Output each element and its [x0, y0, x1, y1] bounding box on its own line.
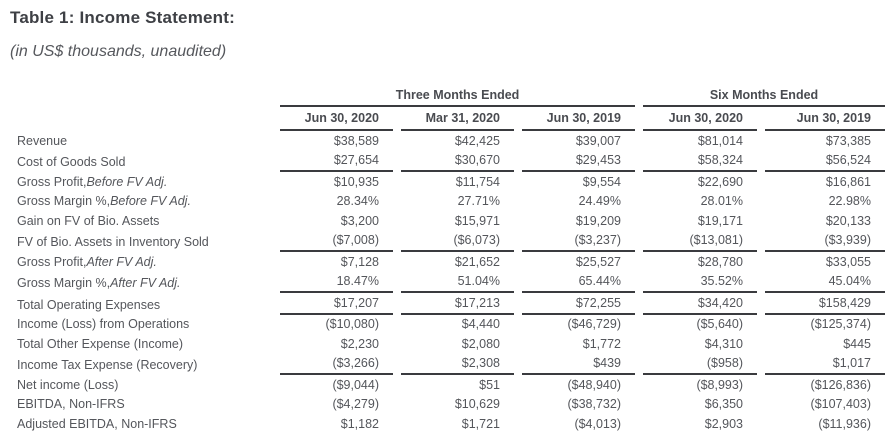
income-table [10, 88, 892, 434]
cell-value: ($5,640) [696, 317, 743, 332]
cell-value: 27.71% [457, 194, 500, 209]
cell-value: $19,209 [575, 213, 621, 228]
cell-value: $38,589 [333, 133, 379, 148]
cell-value: $10,629 [454, 397, 500, 412]
cell-value: ($10,080) [325, 317, 379, 332]
cell-value: $15,971 [454, 213, 500, 228]
cell-value: $25,527 [575, 254, 621, 269]
row-label-text: Net income (Loss) [17, 377, 119, 392]
cell-value: $17,207 [280, 293, 393, 315]
cell-value: ($3,237) [522, 231, 635, 253]
row-label [10, 414, 272, 434]
row-label-text: Adjusted EBITDA, Non-IFRS [17, 416, 177, 431]
cell-value: $30,670 [401, 151, 514, 173]
cell-value: $4,440 [461, 317, 500, 332]
row-label [10, 211, 272, 231]
cell-value: ($126,836) [810, 377, 871, 392]
row-label-italic-text: After FV Adj. [110, 276, 181, 291]
cell-value: 24.49% [578, 194, 621, 209]
cell-value: $72,255 [522, 293, 635, 315]
cell-value: 18.47% [280, 272, 393, 294]
cell-value: 45.04% [765, 272, 885, 294]
row-label-italic-text: Before FV Adj. [110, 194, 191, 209]
column-header: Jun 30, 2020 [643, 107, 757, 131]
cell-value: ($125,374) [810, 317, 871, 332]
row-label [10, 153, 272, 173]
cell-value: $16,861 [825, 174, 871, 189]
column-header: Jun 30, 2019 [522, 107, 635, 131]
cell-value: $2,080 [461, 336, 500, 351]
cell-value: $73,385 [825, 133, 871, 148]
cell-value: $21,652 [454, 254, 500, 269]
cell-value: 51.04% [401, 272, 514, 294]
row-label [10, 315, 272, 335]
cell-value: 22.98% [828, 194, 871, 209]
column-header: Jun 30, 2019 [765, 107, 885, 131]
row-label [10, 233, 272, 253]
cell-value: $2,308 [401, 354, 514, 376]
cell-value: $9,554 [582, 174, 621, 189]
cell-value: ($6,073) [401, 231, 514, 253]
row-label-italic-text: After FV Adj. [86, 254, 157, 269]
row-label [10, 252, 272, 272]
cell-value: $17,213 [401, 293, 514, 315]
row-label [10, 334, 272, 354]
row-label-text: Cost of Goods Sold [17, 155, 126, 170]
cell-value: 65.44% [522, 272, 635, 294]
row-label-text: Revenue [17, 133, 68, 148]
row-label-text: Income Tax Expense (Recovery) [17, 358, 198, 373]
cell-value: $1,017 [765, 354, 885, 376]
cell-value: $3,200 [340, 213, 379, 228]
row-label [10, 395, 272, 415]
cell-value: $158,429 [765, 293, 885, 315]
cell-value: ($13,081) [643, 231, 757, 253]
row-label-text: Gross Margin %, [17, 194, 111, 209]
cell-value: $39,007 [575, 133, 621, 148]
row-label [10, 172, 272, 192]
column-header: Mar 31, 2020 [401, 107, 514, 131]
cell-value: $1,182 [340, 416, 379, 431]
cell-value: $19,171 [697, 213, 743, 228]
group-header-six-months: Six Months Ended [643, 88, 885, 107]
row-label-text: Gross Profit, [17, 174, 87, 189]
column-header: Jun 30, 2020 [280, 107, 393, 131]
cell-value: $11,754 [455, 174, 500, 189]
cell-value: $34,420 [643, 293, 757, 315]
group-header-three-months: Three Months Ended [280, 88, 635, 107]
row-label [10, 192, 272, 212]
cell-value: ($7,008) [280, 231, 393, 253]
row-label-text: EBITDA, Non-IFRS [17, 397, 125, 412]
cell-value: $2,230 [340, 336, 379, 351]
row-label [10, 131, 272, 151]
page-title: Table 1: Income Statement: [10, 8, 235, 27]
cell-value: $7,128 [340, 254, 379, 269]
cell-value: ($9,044) [332, 377, 379, 392]
row-label-italic-text: Before FV Adj. [86, 174, 168, 189]
cell-value: 35.52% [643, 272, 757, 294]
cell-value: ($46,729) [567, 317, 621, 332]
row-label-text: Total Other Expense (Income) [17, 336, 184, 351]
cell-value: $81,014 [697, 133, 743, 148]
cell-value: $1,772 [582, 336, 621, 351]
cell-value: $27,654 [280, 151, 393, 173]
cell-value: 28.34% [336, 194, 379, 209]
cell-value: $10,935 [333, 174, 379, 189]
cell-value: $33,055 [825, 254, 871, 269]
cell-value: ($38,732) [567, 397, 621, 412]
cell-value: ($11,936) [818, 416, 871, 431]
row-label-text: Income (Loss) from Operations [17, 317, 190, 332]
cell-value: ($3,266) [280, 354, 393, 376]
row-label-text: Total Operating Expenses [17, 297, 161, 312]
cell-value: $445 [843, 336, 871, 351]
row-label-text: Gain on FV of Bio. Assets [17, 213, 160, 228]
row-label [10, 295, 272, 315]
row-label [10, 274, 272, 294]
cell-value: $22,690 [697, 174, 743, 189]
cell-value: $42,425 [454, 133, 500, 148]
row-label [10, 356, 272, 376]
cell-value: $6,350 [704, 397, 743, 412]
cell-value: ($4,279) [332, 397, 379, 412]
cell-value: $56,524 [765, 151, 885, 173]
cell-value: $51 [479, 377, 500, 392]
cell-value: $439 [522, 354, 635, 376]
cell-value: 28.01% [700, 194, 743, 209]
row-label-text: Gross Profit, [17, 254, 87, 269]
cell-value: $1,721 [461, 416, 500, 431]
cell-value: $29,453 [522, 151, 635, 173]
row-label-text: FV of Bio. Assets in Inventory Sold [17, 235, 209, 250]
row-label [10, 375, 272, 395]
cell-value: ($48,940) [567, 377, 621, 392]
cell-value: $2,903 [704, 416, 743, 431]
cell-value: ($3,939) [765, 231, 885, 253]
cell-value: $4,310 [704, 336, 743, 351]
cell-value: ($4,013) [574, 416, 621, 431]
cell-value: $28,780 [697, 254, 743, 269]
page-subtitle: (in US$ thousands, unaudited) [10, 43, 227, 60]
cell-value: ($8,993) [696, 377, 743, 392]
cell-value: $20,133 [825, 213, 871, 228]
cell-value: ($107,403) [810, 397, 871, 412]
cell-value: ($958) [643, 354, 757, 376]
row-label-text: Gross Margin %, [17, 276, 111, 291]
cell-value: $58,324 [643, 151, 757, 173]
